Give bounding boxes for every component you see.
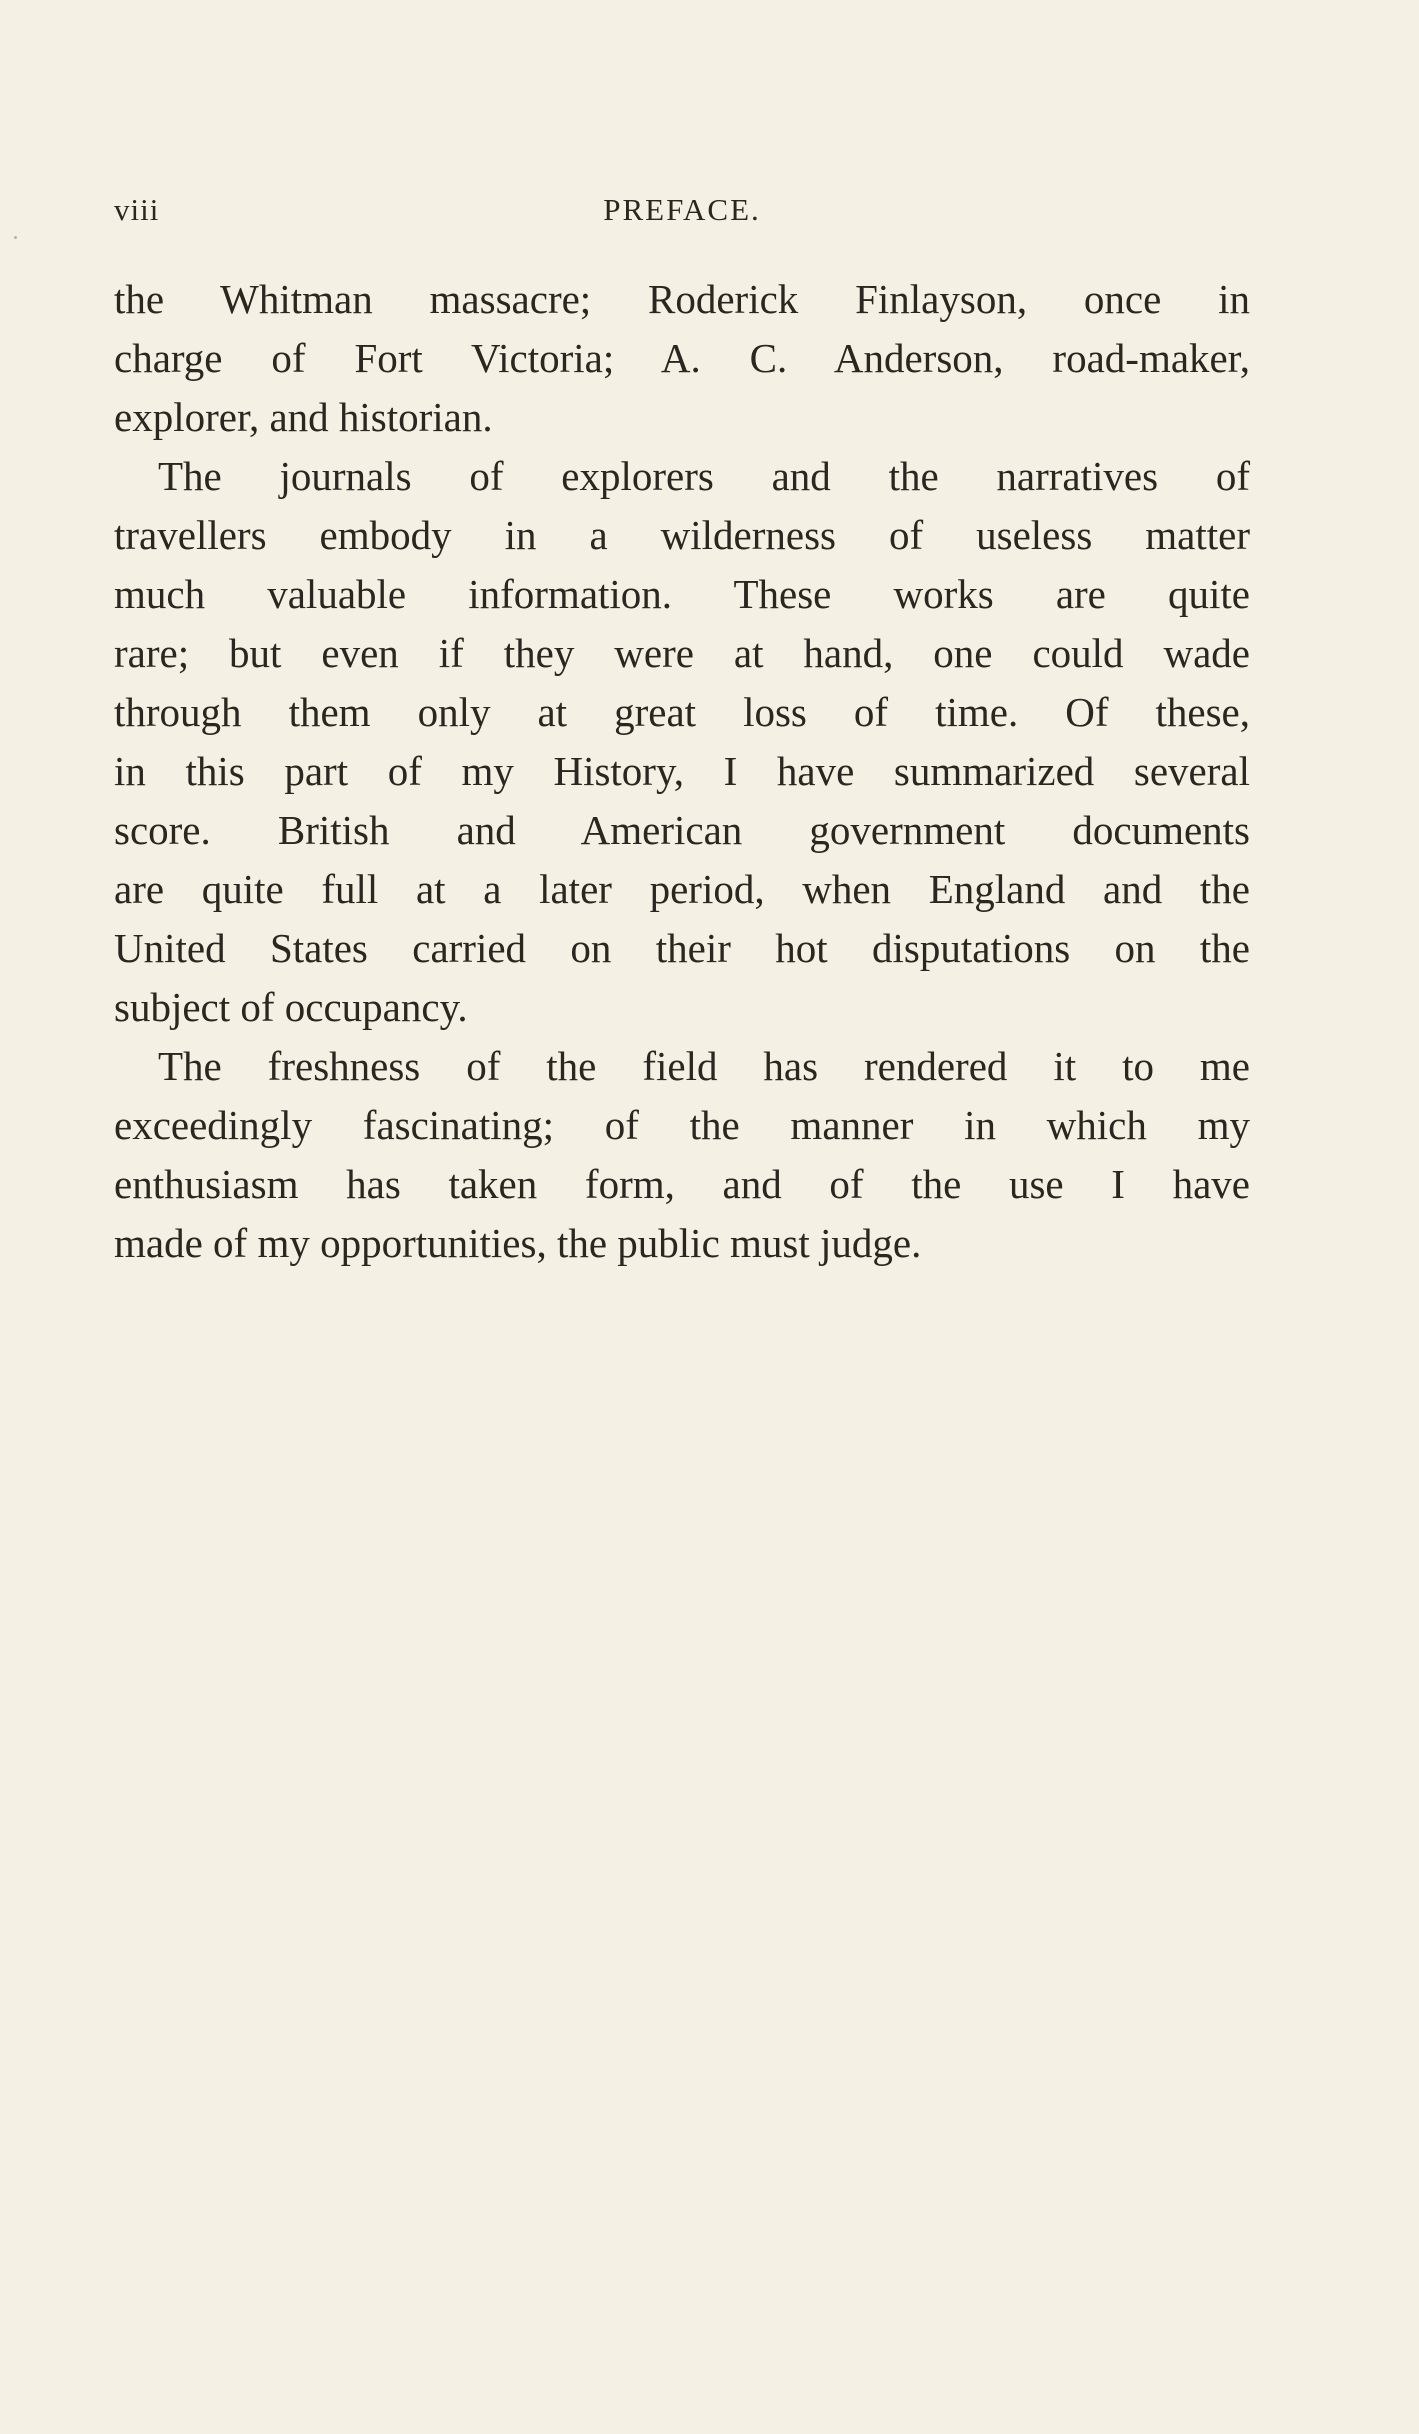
text-line: charge of Fort Victoria; A. C. Anderson, road-maker, [114, 335, 1250, 381]
paragraph [114, 447, 1250, 1037]
running-title: PREFACE. [603, 192, 761, 227]
text-line: in this part of my History, I have summarized several [114, 748, 1250, 794]
page-number: viii [114, 192, 160, 227]
text-line: subject of occupancy. [114, 984, 468, 1030]
paragraph [114, 1037, 1250, 1273]
text-line: through them only at great loss of time. Of these, [114, 689, 1250, 735]
paper-speck [14, 236, 17, 239]
text-line: much valuable information. These works are quite [114, 571, 1250, 617]
paragraph [114, 270, 1250, 447]
text-line: rare; but even if they were at hand, one could wade [114, 630, 1250, 676]
text-line: exceedingly fascinating; of the manner in which my [114, 1102, 1250, 1148]
text-line: explorer, and historian. [114, 394, 493, 440]
body-text [114, 270, 1250, 1273]
text-line: made of my opportunities, the public must judge. [114, 1220, 922, 1266]
text-line: enthusiasm has taken form, and of the use I have [114, 1161, 1250, 1207]
text-line: United States carried on their hot disputations on the [114, 925, 1250, 971]
text-line: are quite full at a later period, when England and the [114, 866, 1250, 912]
text-line: The journals of explorers and the narratives of [158, 453, 1250, 499]
running-head [114, 192, 1250, 240]
text-line: travellers embody in a wilderness of useless matter [114, 512, 1250, 558]
text-line: The freshness of the field has rendered it to me [158, 1043, 1250, 1089]
text-line: score. British and American government documents [114, 807, 1250, 853]
text-line: the Whitman massacre; Roderick Finlayson, once in [114, 276, 1250, 322]
